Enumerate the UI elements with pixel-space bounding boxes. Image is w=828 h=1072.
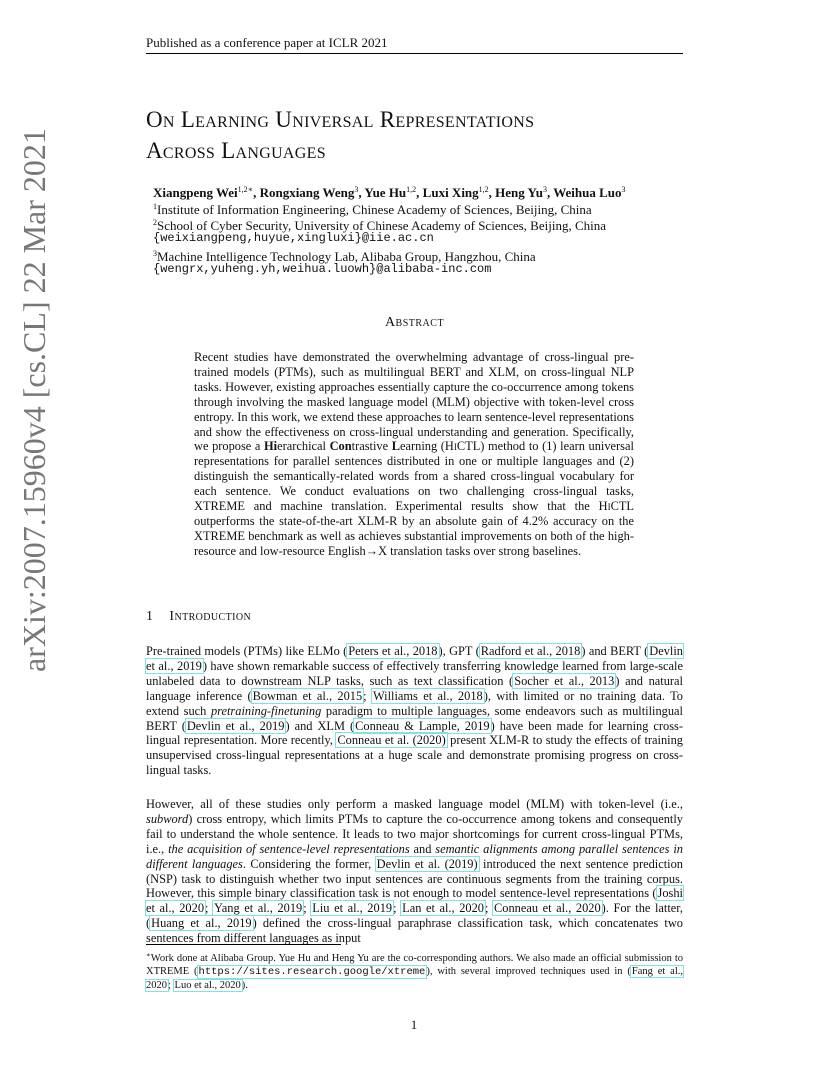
affil-text: Machine Intelligence Technology Lab, Alibaba Group, Hangzhou, China (157, 249, 536, 264)
text: ) defined the cross-lingual paraphrase classification task, which concatenates two sentences from different languages as input (146, 916, 683, 946)
text: ; (393, 901, 402, 916)
text: ; (363, 688, 372, 703)
text: ; (484, 901, 494, 916)
xtreme-url-link[interactable]: https://sites.research.google/xtreme (198, 966, 426, 978)
intro-paragraph-2 (146, 797, 683, 946)
abstract-part: outperforms the state-of-the-art XLM-R by an absolute gain of 4.2% accuracy on the XTREME benchmark as well as achieves substantial improvements on both of the high-resource and low-resource English→X translation tasks over strong baselines. (194, 513, 634, 558)
abstract-part: ) method to (1) learn universal representations for parallel sentences distributed in one or multiple languages and (2) distinguish the semantically-related words from a shared cross-lingual vocabulary for each sentence. We conduct evaluations on two challenging cross-lingual tasks, XTREME and machine translation. Experimental results show that the (194, 439, 634, 514)
author-name: Luxi Xing (422, 185, 479, 200)
section-number: 1 (146, 609, 154, 624)
text: ; (168, 980, 174, 991)
text: introduced the next sentence prediction (NSP) task to distinguish whether two input sentences are continuous segments from the training corpus. However, this simple binary classification task is not enough to model sentence-level representations ( (146, 856, 683, 901)
text: ; (205, 901, 214, 916)
abstract-bold: L (391, 439, 401, 454)
text: ), GPT ( (438, 644, 480, 658)
citation-link[interactable]: Peters et al., 2018 (348, 644, 438, 658)
text: ; (303, 901, 312, 916)
title-line-2: Across Languages (146, 138, 326, 163)
affil-text: School of Cyber Security, University of Chinese Academy of Sciences, Beijing, China (157, 218, 607, 233)
emphasis: subword (146, 811, 189, 826)
paper-title (146, 104, 706, 166)
intro-paragraph-1 (146, 644, 683, 778)
citation-link[interactable]: Devlin et al., 2019 (186, 718, 285, 733)
abstract-heading: Abstract (384, 315, 445, 330)
footnote (146, 949, 683, 992)
emphasis: semantic alignments among parallel sentences in different languages (146, 841, 683, 871)
footnote-rule (146, 944, 341, 945)
hictl-name: HiCTL (444, 439, 481, 454)
citation-link[interactable]: Huang et al., 2019 (151, 916, 252, 931)
citation-link[interactable]: Bowman et al., 2015 (252, 688, 363, 703)
section-title: Introduction (169, 609, 252, 624)
abstract-bold: Hi (264, 439, 278, 454)
citation-link[interactable]: Joshi et al., 2020 (146, 886, 683, 916)
affil-sup: 3 (153, 249, 157, 258)
abstract-text (194, 350, 634, 559)
emphasis: pretraining-finetuning (210, 703, 322, 718)
citation-link[interactable]: Liu et al., 2019 (312, 901, 393, 916)
citation-link[interactable]: Luo et al., 2020 (174, 980, 241, 991)
citation-link[interactable]: Lan et al., 2020 (402, 901, 484, 916)
citation-link[interactable]: Radford et al., 2018 (480, 644, 581, 658)
author-name: Heng Yu (495, 185, 543, 200)
emphasis: the acquisition of sentence-level representations (168, 841, 410, 856)
hictl-name: HiCTL (598, 499, 634, 514)
section-heading (146, 609, 251, 625)
title-line-1: On Learning Universal Representations (146, 107, 535, 132)
text: ) and XLM ( (285, 718, 355, 733)
text: Pre-trained models (PTMs) like ELMo ( (146, 644, 348, 658)
affil-text: Institute of Information Engineering, Chinese Academy of Sciences, Beijing, China (157, 202, 592, 217)
text: ). (241, 980, 248, 991)
citation-link[interactable]: Devlin et al. (2019) (376, 856, 478, 871)
text: and (409, 841, 436, 856)
abstract-part: earning ( (400, 439, 445, 454)
author-name: Rongxiang Weng (259, 185, 355, 200)
abstract-part: erarchical (277, 439, 326, 454)
author-name: Yue Hu (364, 185, 407, 200)
citation-link[interactable]: Yang et al., 2019 (214, 901, 303, 916)
author-affil-sup: 1,2 (478, 185, 489, 194)
author-name: Xiangpeng Wei (153, 185, 238, 200)
footnote-mark: ∗ (146, 951, 151, 959)
citation-link[interactable]: Williams et al., 2018 (372, 688, 483, 703)
author-affil-sup: 3 (354, 185, 359, 194)
author-affil-sup: 3 (621, 185, 626, 194)
author-affil-sup: 1,2 (237, 185, 248, 194)
author-affil-sup: 1,2 (406, 185, 417, 194)
text: ) and BERT ( (581, 644, 649, 658)
author-affil-sup: 3 (542, 185, 547, 194)
author-mark: ∗ (247, 185, 254, 194)
abstract-part: Recent studies have demonstrated the overwhelming advantage of cross-lingual pre-trained models (PTMs), such as multilingual BERT and XLM, on cross-lingual NLP tasks. However, existing approaches essentially capture the co-occurrence among tokens through involving the masked language model (MLM) objective with token-level cross entropy. In this work, we extend these approaches to learn sentence-level representations and show the effectiveness on cross-lingual understanding and generation. Specifically, we propose a (194, 350, 634, 454)
text: ). For the latter, ( (146, 901, 684, 931)
text: . Considering the former, (242, 856, 376, 871)
text: ) have shown remarkable success of effectively transferring knowledge learned from large-scale unlabeled data to downstream NLP tasks, such as text classification ( (146, 658, 683, 688)
affil-sup: 1 (153, 202, 157, 211)
affil-sup: 2 (153, 218, 157, 227)
citation-link[interactable]: Fang et al., 2020 (146, 966, 683, 991)
abstract-bold: Con (329, 439, 352, 454)
citation-link[interactable]: Devlin et al., 2019 (146, 644, 683, 673)
page-number: 1 (410, 1017, 418, 1032)
text: However, all of these studies only perform a masked language model (MLM) with token-level (i.e., (146, 797, 683, 811)
arxiv-side-stamp: arXiv:2007.15960v4 [cs.CL] 22 Mar 2021 (16, 128, 52, 672)
email-1[interactable]: {weixiangpeng,huyue,xingluxi}@iie.ac.cn (153, 231, 434, 245)
citation-link[interactable]: Conneau et al. (2020) (337, 733, 446, 748)
running-head: Published as a conference paper at ICLR 2021 (146, 35, 388, 50)
text: ), with limited or no training data. To extend such (146, 688, 683, 718)
email-2[interactable]: {wengrx,yuheng.yh,weihua.luowh}@alibaba-inc.com (153, 262, 492, 276)
text: ) have been made for learning cross-lingual representation. More recently, (146, 718, 684, 748)
header-rule (146, 53, 683, 54)
author-list: Xiangpeng Wei$^{1,2∗}$, Rongxiang Weng$^3$, Yue Hu$^{1,2}$, Luxi Xing$^{1,2}$, Heng Yu$^3$, Weihua Luo$^3$ (153, 185, 626, 200)
citation-link[interactable]: Conneau & Lample, 2019 (355, 718, 490, 733)
text: present XLM-R to study the effects of training unsupervised cross-lingual representations at a huge scale and demonstrate promising progress on cross-lingual tasks. (146, 733, 684, 778)
text: ) and natural language inference ( (146, 673, 683, 703)
text: ), with several improved techniques used in ( (426, 966, 631, 977)
author-name: Weihua Luo (553, 185, 622, 200)
citation-link[interactable]: Socher et al., 2013 (514, 673, 615, 688)
text: Work done at Alibaba Group. Yue Hu and Heng Yu are the co-corresponding authors. We also made an official submission to XTREME ( (146, 953, 683, 977)
text: ) cross entropy, which limits PTMs to capture the co-occurrence among tokens and consequently fail to understand the whole sentence. It leads to two major shortcomings for current cross-lingual PTMs, i.e., (146, 811, 683, 856)
abstract-part: trastive (351, 439, 392, 454)
text: paradigm to multiple languages, some endeavors such as multilingual BERT ( (146, 703, 683, 733)
citation-link[interactable]: Conneau et al., 2020 (494, 901, 601, 916)
